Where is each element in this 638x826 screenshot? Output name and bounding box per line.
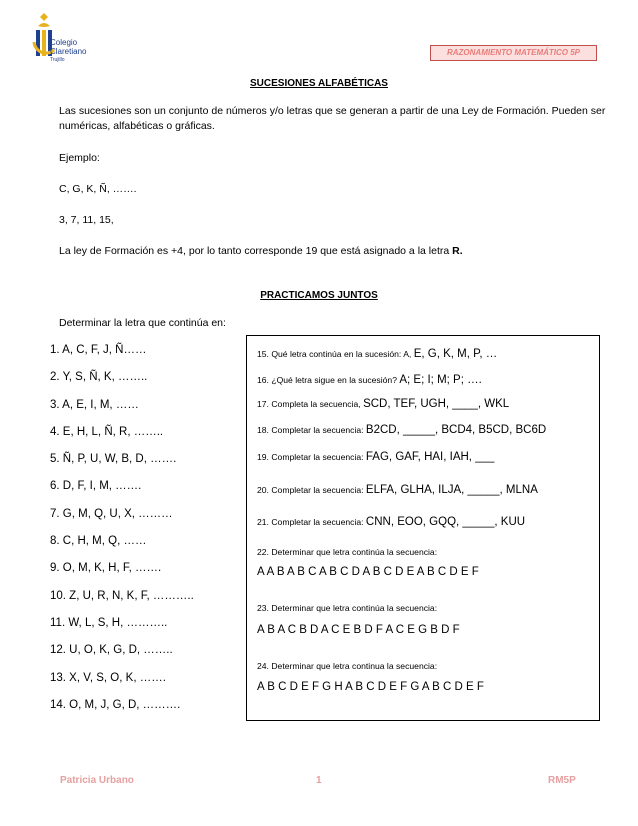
list-item: 6. D, F, I, M, ……. <box>50 480 142 493</box>
question-22: 22. Determinar que letra continúa la secuencia: <box>257 547 438 557</box>
list-item: 4. E, H, L, Ñ, R, …….. <box>50 425 164 438</box>
list-item: 7. G, M, Q, U, X, ……… <box>50 507 173 520</box>
list-item: 12. U, O, K, G, D, …….. <box>50 644 173 657</box>
question-18: 18. Completar la secuencia: B2CD, _____, BCD4, B5CD, BC6D <box>257 424 547 436</box>
sequence-24: A B C D E F G H A B C D E F G A B C D E F <box>257 681 484 693</box>
list-item: 14. O, M, J, G, D, ………. <box>50 698 181 711</box>
practice-list <box>50 340 250 722</box>
exercise-box <box>246 335 600 721</box>
question-15: 15. Qué letra continúa en la sucesión: A, E, G, K, M, P, … <box>257 348 498 360</box>
sequence-23: A B A C B D A C E B D F A C E G B D F <box>257 624 460 636</box>
subject-banner: RAZONAMIENTO MATEMÁTICO 5P <box>430 45 597 61</box>
page-title: SUCESIONES ALFABÉTICAS <box>250 78 388 89</box>
school-name: Colegio Claretiano <box>50 38 87 56</box>
list-item: 8. C, H, M, Q, …… <box>50 535 147 548</box>
example-label: Ejemplo: <box>59 152 100 164</box>
question-23: 23. Determinar que letra continúa la secuencia: <box>257 603 438 613</box>
question-20: 20. Completar la secuencia: ELFA, GLHA, ILJA, _____, MLNA <box>257 484 538 496</box>
list-item: 9. O, M, K, H, F, ……. <box>50 562 162 575</box>
example-letters: C, G, K, Ñ, ……. <box>59 183 137 195</box>
footer-page-number: 1 <box>316 775 322 786</box>
practice-instruction: Determinar la letra que continúa en: <box>59 317 226 329</box>
list-item: 5. Ñ, P, U, W, B, D, ……. <box>50 453 177 466</box>
school-city: Trujillo <box>50 57 65 63</box>
list-item: 13. X, V, S, O, K, ……. <box>50 671 166 684</box>
footer-code: RM5P <box>548 775 576 786</box>
list-item: 3. A, E, I, M, …… <box>50 398 139 411</box>
question-17: 17. Completa la secuencia, SCD, TEF, UGH, ____, WKL <box>257 398 510 410</box>
example-numbers: 3, 7, 11, 15, <box>59 214 114 226</box>
rule-letter: R. <box>452 245 463 257</box>
practice-title: PRACTICAMOS JUNTOS <box>260 290 378 301</box>
sequence-22: A A B A B C A B C D A B C D E A B C D E F <box>257 566 479 578</box>
list-item: 11. W, L, S, H, ……….. <box>50 616 168 629</box>
question-19: 19. Completar la secuencia: FAG, GAF, HAI, IAH, ___ <box>257 451 495 463</box>
rule-text: La ley de Formación es +4, por lo tanto corresponde 19 que está asignado a la letra R. <box>59 245 463 257</box>
list-item: 1. A, C, F, J, Ñ…… <box>50 344 147 356</box>
list-item: 10. Z, U, R, N, K, F, ……….. <box>50 589 194 602</box>
footer-author: Patricia Urbano <box>60 775 134 786</box>
question-16: 16. ¿Qué letra sigue en la sucesión? A; E; I; M; P; …. <box>257 374 482 386</box>
list-item: 2. Y, S, Ñ, K, …….. <box>50 371 148 384</box>
definition-text: Las sucesiones son un conjunto de números y/o letras que se generan a partir de una Ley de Formación. Pueden ser numéricas, alfabéticas o gráficas. <box>59 105 606 132</box>
question-21: 21. Completar la secuencia: CNN, EOO, GQQ, _____, KUU <box>257 516 526 528</box>
question-24: 24. Determinar que letra continua la secuencia: <box>257 661 438 671</box>
